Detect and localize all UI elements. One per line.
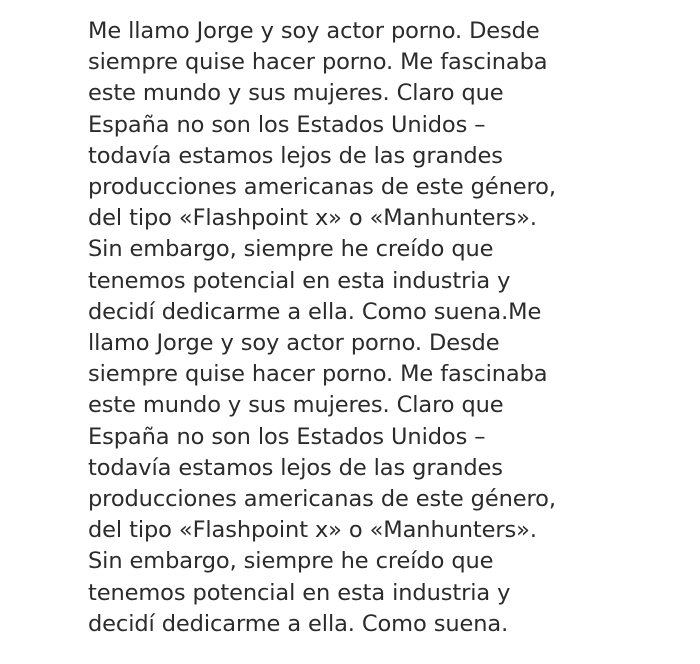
article-paragraph: Me llamo Jorge y soy actor porno. Desde siempre quise hacer porno. Me fascinaba este mundo y sus mujeres. Claro que España no son los Estados Unidos – todavía estamos lejos de las grandes producciones americanas de este género, del tipo «Flashpoint x» o «Manhunters». Sin embargo, siempre he creído que tenemos potencial en esta industria y decidí dedicarme a ella. Como suena.Me llamo Jorge y soy actor porno. Desde siempre quise hacer porno. Me fascinaba este mundo y sus mujeres. Claro que España no son los Estados Unidos – todavía estamos lejos de las grandes producciones americanas de este género, del tipo «Flashpoint x» o «Manhunters». Sin embargo, siempre he creído que tenemos potencial en esta industria y decidí dedicarme a ella. Como suena. (88, 18, 563, 637)
